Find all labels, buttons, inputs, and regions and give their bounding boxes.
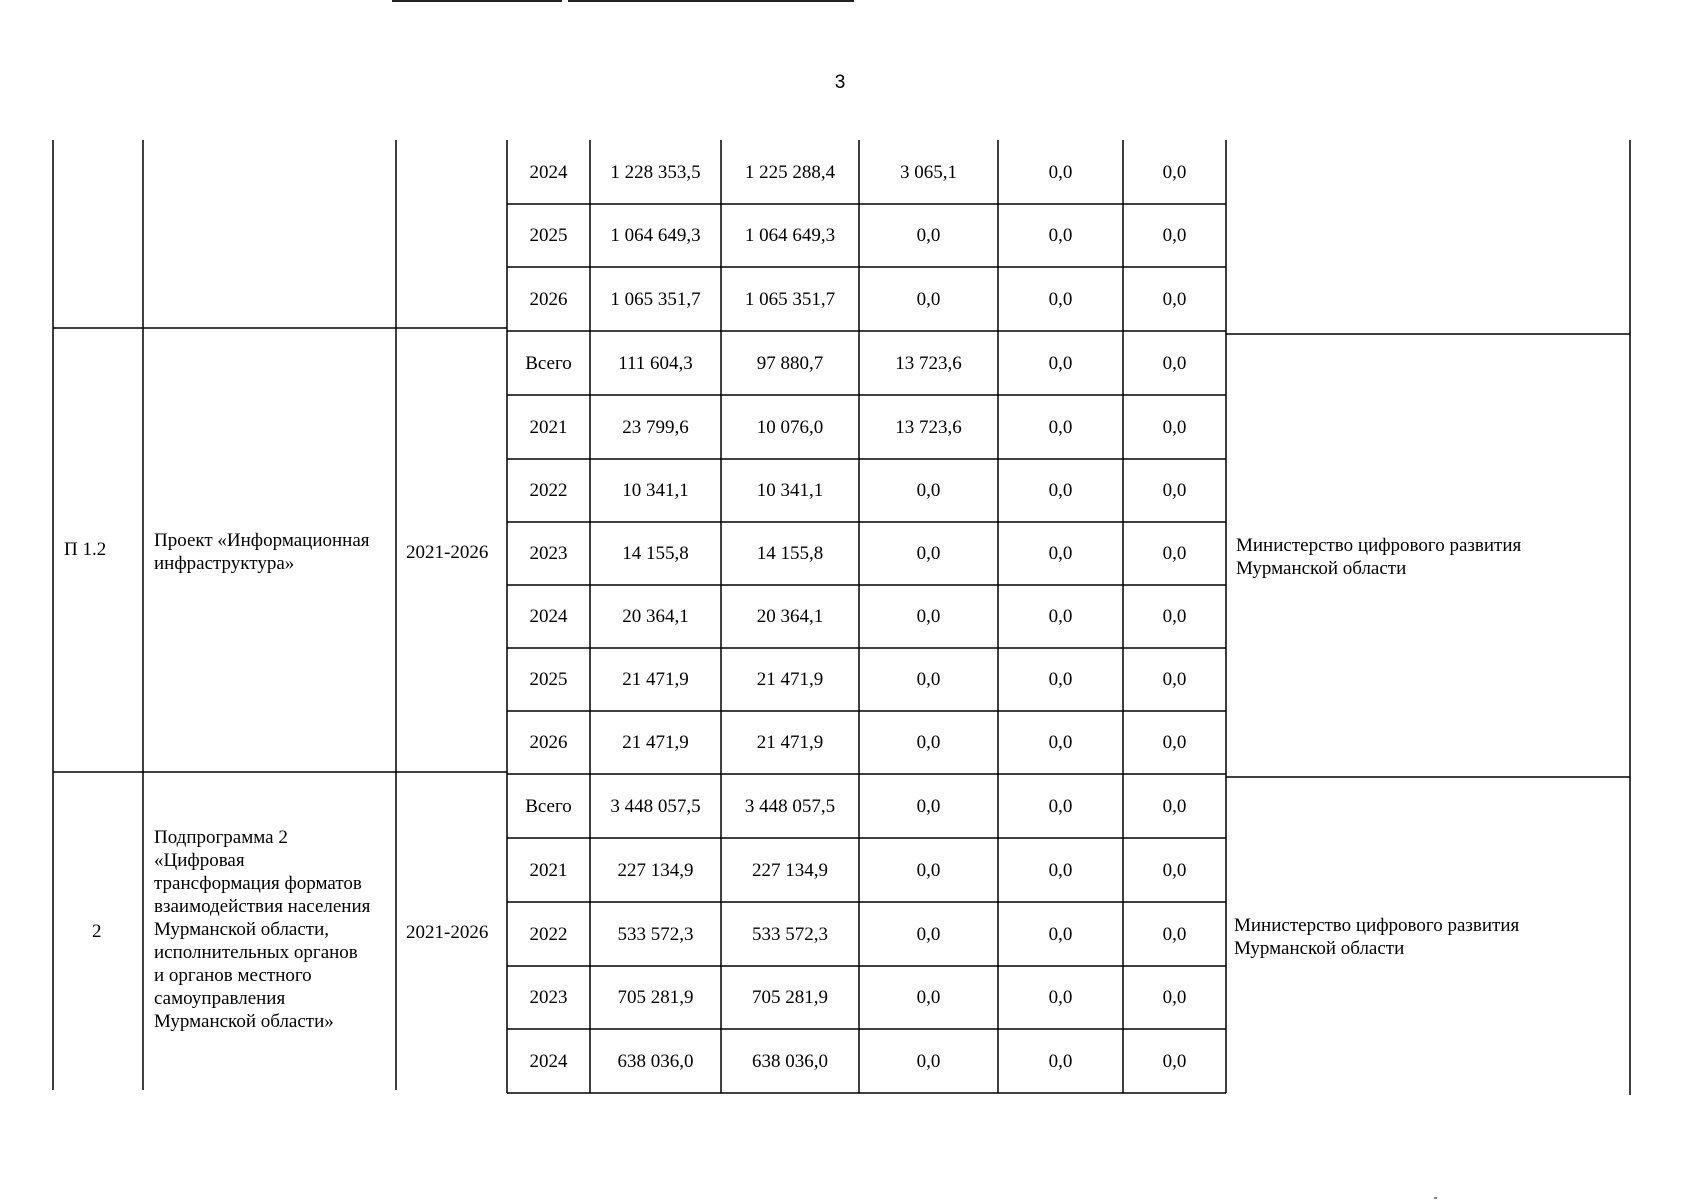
cell-other: 0,0 [1162,732,1187,753]
cell-regional: 705 281,9 [752,987,828,1008]
cell-year: 2025 [529,669,568,690]
cell-year: 2026 [529,732,568,753]
cell-local: 0,0 [1048,225,1073,246]
cell-federal: 0,0 [916,669,941,690]
cell-year: 2024 [529,606,568,627]
cell-total: 533 572,3 [617,923,694,945]
cell-total: 1 064 649,3 [610,225,701,246]
cell-regional: 1 065 351,7 [744,288,836,310]
cell-local: 0,0 [1048,352,1073,374]
cell-federal: 13 723,6 [895,352,962,374]
cell-other: 0,0 [1162,859,1187,881]
cell-local: 0,0 [1048,416,1073,438]
cell-local: 0,0 [1048,923,1073,945]
cell-other: 0,0 [1162,795,1187,817]
cell-local: 0,0 [1048,987,1073,1008]
cell-other: 0,0 [1162,669,1187,690]
cell-regional: 1 225 288,4 [744,161,836,183]
cell-federal: 3 065,1 [900,161,957,183]
scan-speck [1434,1197,1437,1199]
group-period: 2021-2026 [406,922,489,943]
cell-federal: 0,0 [916,1050,941,1072]
group-executor: Министерство цифрового развития Мурманской области [1234,915,1520,959]
cell-year: 2022 [529,923,568,945]
cell-other: 0,0 [1162,923,1187,945]
page-number: 3 [834,72,846,93]
cell-year: 2021 [529,416,568,438]
cell-federal: 0,0 [916,732,941,753]
cell-federal: 0,0 [916,923,941,945]
cell-year: 2026 [529,288,568,310]
cell-total: 638 036,0 [617,1050,694,1072]
cell-regional: 14 155,8 [756,543,824,564]
cell-total: 3 448 057,5 [610,795,701,817]
cell-other: 0,0 [1162,161,1187,183]
cell-other: 0,0 [1162,416,1187,438]
cell-year: 2024 [529,1050,568,1072]
cell-federal: 0,0 [916,480,941,501]
cell-local: 0,0 [1048,543,1073,564]
cell-local: 0,0 [1048,732,1073,753]
cell-federal: 0,0 [916,795,941,817]
cell-local: 0,0 [1048,606,1073,627]
cell-local: 0,0 [1048,1050,1073,1072]
cell-year: 2024 [529,161,568,183]
cell-year: 2023 [529,987,568,1008]
cell-other: 0,0 [1162,225,1187,246]
cell-year: Всего [525,795,572,817]
cell-local: 0,0 [1048,288,1073,310]
cell-local: 0,0 [1048,480,1073,501]
cell-year: 2023 [529,543,568,564]
cell-regional: 638 036,0 [752,1050,828,1072]
group-period: 2021-2026 [406,542,489,563]
group-name: Подпрограмма 2 «Цифровая трансформация форматов взаимодействия населения Мурманской области, исполнительных органов и органов местного самоуправления Мурманской области» [154,827,371,1032]
group-number: 2 [92,921,102,942]
cell-local: 0,0 [1048,669,1073,690]
cell-total: 21 471,9 [622,732,689,753]
cell-other: 0,0 [1162,987,1187,1008]
cell-other: 0,0 [1162,288,1187,310]
cell-local: 0,0 [1048,161,1073,183]
cell-year: Всего [525,352,572,374]
cell-regional: 20 364,1 [756,606,824,627]
cell-other: 0,0 [1162,352,1187,374]
cell-local: 0,0 [1048,859,1073,881]
cell-other: 0,0 [1162,1050,1187,1072]
cell-total: 10 341,1 [622,480,689,501]
cell-total: 23 799,6 [622,416,689,438]
cell-federal: 0,0 [916,606,941,627]
cell-regional: 227 134,9 [752,859,828,881]
cell-other: 0,0 [1162,543,1187,564]
cell-regional: 21 471,9 [756,669,824,690]
group-name: Проект «Информационная инфраструктура» [154,530,370,574]
cell-federal: 13 723,6 [895,416,962,438]
cell-regional: 3 448 057,5 [744,795,836,817]
cell-total: 21 471,9 [622,669,689,690]
cell-regional: 21 471,9 [756,732,824,753]
group-number: П 1.2 [64,539,107,560]
cell-regional: 1 064 649,3 [744,225,836,246]
cell-total: 1 228 353,5 [610,161,701,183]
cell-total: 20 364,1 [622,606,689,627]
cell-regional: 10 076,0 [756,416,824,438]
cell-federal: 0,0 [916,225,941,246]
cell-federal: 0,0 [916,543,941,564]
cell-regional: 97 880,7 [756,352,824,374]
cell-local: 0,0 [1048,795,1073,817]
cell-other: 0,0 [1162,480,1187,501]
cell-year: 2025 [529,225,568,246]
cell-total: 1 065 351,7 [610,288,701,310]
cell-other: 0,0 [1162,606,1187,627]
cell-total: 227 134,9 [617,859,694,881]
cell-year: 2022 [529,480,568,501]
cell-federal: 0,0 [916,987,941,1008]
cell-total: 14 155,8 [622,543,689,564]
cell-regional: 533 572,3 [752,923,828,945]
cell-federal: 0,0 [916,859,941,881]
cell-regional: 10 341,1 [756,480,824,501]
cell-total: 705 281,9 [617,987,694,1008]
cell-federal: 0,0 [916,288,941,310]
cell-total: 111 604,3 [618,352,693,374]
cell-year: 2021 [529,859,568,881]
group-executor: Министерство цифрового развития Мурманской области [1236,535,1522,579]
